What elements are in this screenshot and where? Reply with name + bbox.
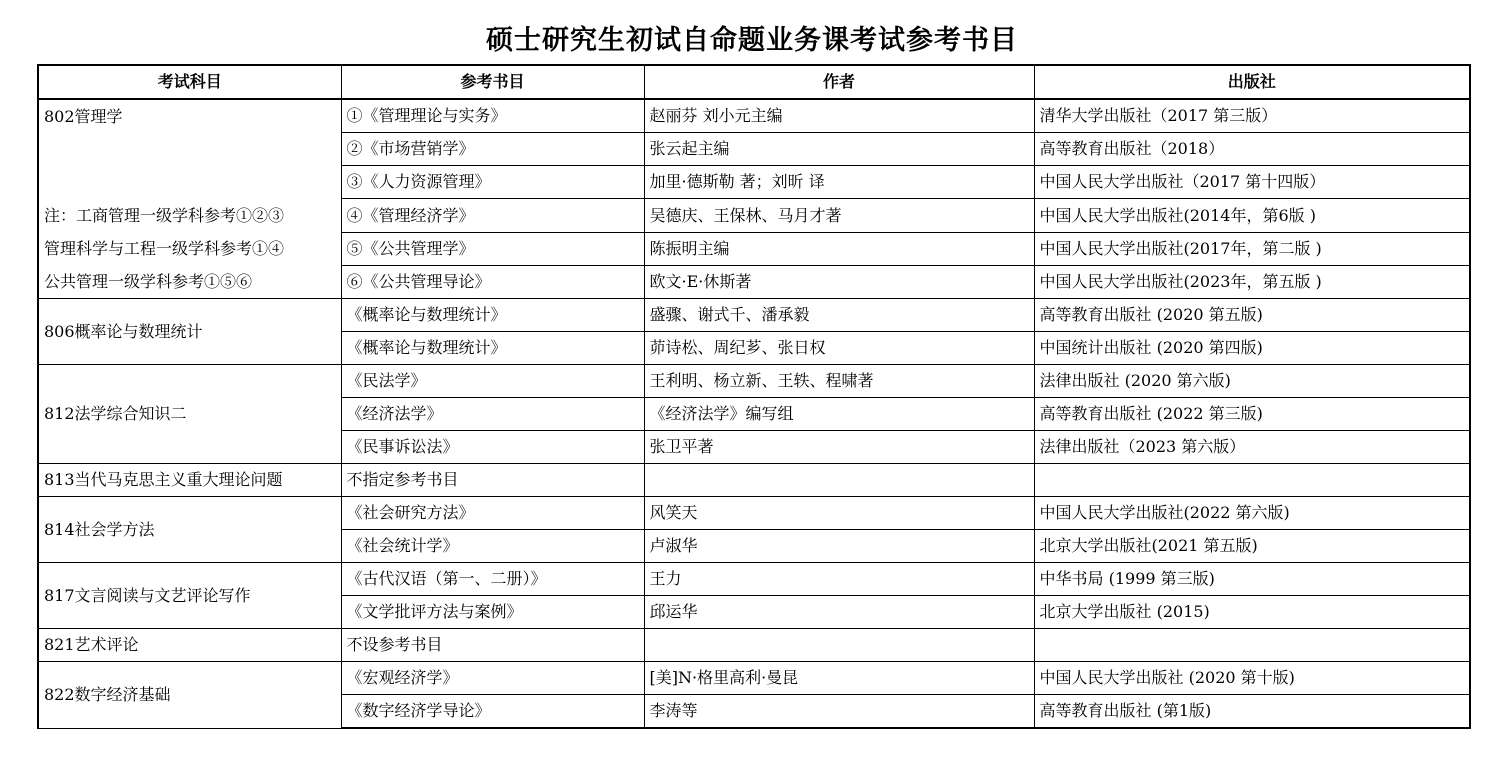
subject-note: 公共管理一级学科参考①⑤⑥: [44, 272, 253, 291]
author-cell: 卢淑华: [644, 530, 1034, 563]
author-cell: 欧文·E·休斯著: [644, 265, 1034, 298]
publisher-cell: 中国统计出版社 (2020 第四版): [1034, 332, 1470, 365]
publisher-cell: 北京大学出版社(2021 第五版): [1034, 530, 1470, 563]
subject-note: 注：工商管理一级学科参考①②③: [44, 206, 285, 225]
book-cell: 不设参考书目: [341, 629, 644, 662]
table-row: [38, 662, 1470, 695]
book-cell: 《民事诉讼法》: [341, 431, 644, 464]
publisher-cell: 中国人民大学出版社(2022 第六版): [1034, 497, 1470, 530]
publisher-cell: 法律出版社（2023 第六版）: [1034, 431, 1470, 464]
author-cell: 加里·德斯勒 著；刘昕 译: [644, 166, 1034, 199]
author-cell: 李涛等: [644, 695, 1034, 729]
author-cell: [644, 464, 1034, 497]
publisher-cell: [1034, 629, 1470, 662]
author-cell: 《经济法学》编写组: [644, 398, 1034, 431]
publisher-cell: 中国人民大学出版社(2017年，第二版 ): [1034, 232, 1470, 265]
header-subject: 考试科目: [38, 65, 341, 99]
subject-name: 812法学综合知识二: [38, 365, 341, 464]
subject-name: 822数字经济基础: [38, 662, 341, 729]
book-cell: ④《管理经济学》: [341, 199, 644, 232]
author-cell: [644, 629, 1034, 662]
author-cell: 盛骤、谢式千、潘承毅: [644, 299, 1034, 332]
book-cell: 《古代汉语（第一、二册）》: [341, 563, 644, 596]
header-book: 参考书目: [341, 65, 644, 99]
table-row: [38, 629, 1470, 662]
document-title: 硕士研究生初试自命题业务课考试参考书目: [486, 25, 1018, 56]
author-cell: 王力: [644, 563, 1034, 596]
table-row: [38, 563, 1470, 596]
author-cell: 茆诗松、周纪芗、张日权: [644, 332, 1034, 365]
author-cell: 张卫平著: [644, 431, 1034, 464]
table-row: [38, 464, 1470, 497]
subject-name: 806概率论与数理统计: [38, 299, 341, 365]
subject-cell: [38, 99, 341, 299]
author-cell: 张云起主编: [644, 133, 1034, 166]
table-row: [38, 365, 1470, 398]
author-cell: 吴德庆、王保林、马月才著: [644, 199, 1034, 232]
book-cell: ⑥《公共管理导论》: [341, 265, 644, 298]
table-row: [38, 99, 1470, 133]
publisher-cell: 中国人民大学出版社(2023年，第五版 ): [1034, 265, 1470, 298]
publisher-cell: 高等教育出版社 (2022 第三版): [1034, 398, 1470, 431]
book-cell: ②《市场营销学》: [341, 133, 644, 166]
author-cell: 王利明、杨立新、王轶、程啸著: [644, 365, 1034, 398]
publisher-cell: 清华大学出版社（2017 第三版）: [1034, 99, 1470, 133]
book-cell: ⑤《公共管理学》: [341, 232, 644, 265]
table-row: [38, 299, 1470, 332]
publisher-cell: 法律出版社 (2020 第六版): [1034, 365, 1470, 398]
author-cell: [美]N·格里高利·曼昆: [644, 662, 1034, 695]
book-cell: 《数字经济学导论》: [341, 695, 644, 729]
publisher-cell: 中国人民大学出版社 (2020 第十版): [1034, 662, 1470, 695]
publisher-cell: 高等教育出版社（2018）: [1034, 133, 1470, 166]
author-cell: 陈振明主编: [644, 232, 1034, 265]
author-cell: 风笑天: [644, 497, 1034, 530]
publisher-cell: 高等教育出版社 (2020 第五版): [1034, 299, 1470, 332]
publisher-cell: [1034, 464, 1470, 497]
book-cell: 《经济法学》: [341, 398, 644, 431]
author-cell: 邱运华: [644, 596, 1034, 629]
header-author: 作者: [644, 65, 1034, 99]
author-cell: 赵丽芬 刘小元主编: [644, 99, 1034, 133]
publisher-cell: 中华书局 (1999 第三版): [1034, 563, 1470, 596]
publisher-cell: 北京大学出版社 (2015): [1034, 596, 1470, 629]
book-cell: 《民法学》: [341, 365, 644, 398]
book-cell: 《社会研究方法》: [341, 497, 644, 530]
book-cell: 不指定参考书目: [341, 464, 644, 497]
subject-name: 814社会学方法: [38, 497, 341, 563]
table-row: [38, 497, 1470, 530]
publisher-cell: 中国人民大学出版社（2017 第十四版）: [1034, 166, 1470, 199]
book-cell: ①《管理理论与实务》: [341, 99, 644, 133]
subject-name: 813当代马克思主义重大理论问题: [38, 464, 341, 497]
table-header-row: [38, 65, 1470, 99]
header-publisher: 出版社: [1034, 65, 1470, 99]
book-cell: 《文学批评方法与案例》: [341, 596, 644, 629]
subject-name: 802管理学: [44, 107, 123, 126]
publisher-cell: 中国人民大学出版社(2014年，第6版 ): [1034, 199, 1470, 232]
book-cell: 《概率论与数理统计》: [341, 332, 644, 365]
book-cell: ③《人力资源管理》: [341, 166, 644, 199]
book-cell: 《社会统计学》: [341, 530, 644, 563]
subject-name: 821艺术评论: [38, 629, 341, 662]
reference-books-table: [37, 64, 1471, 729]
publisher-cell: 高等教育出版社 (第1版): [1034, 695, 1470, 729]
book-cell: 《概率论与数理统计》: [341, 299, 644, 332]
subject-note: 管理科学与工程一级学科参考①④: [44, 239, 285, 258]
book-cell: 《宏观经济学》: [341, 662, 644, 695]
subject-name: 817文言阅读与文艺评论写作: [38, 563, 341, 629]
